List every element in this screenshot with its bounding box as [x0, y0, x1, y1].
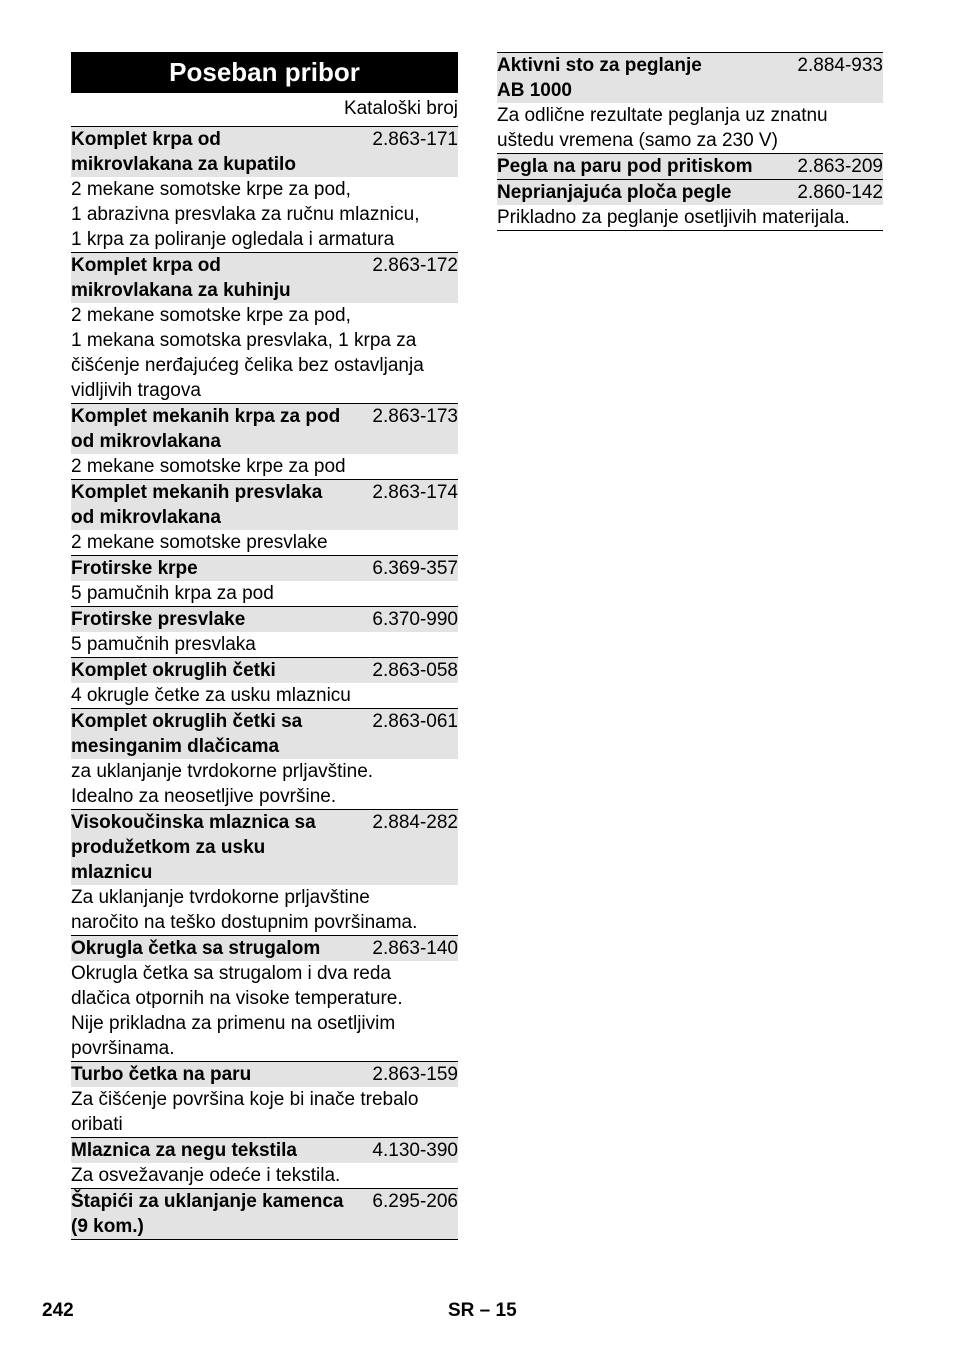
catalog-number: 2.860-142	[797, 182, 883, 203]
description-line: Za čišćenje površina koje bi inače trebalo	[71, 1089, 419, 1110]
catalog-number: 4.130-390	[372, 1140, 458, 1161]
accessory-name-line: Okrugla četka sa strugalom	[71, 938, 321, 959]
accessory-item	[71, 809, 458, 935]
accessory-header	[71, 1138, 458, 1163]
accessory-description	[71, 961, 458, 1061]
accessory-description	[71, 1087, 458, 1137]
accessory-header	[71, 253, 458, 303]
accessory-name-line: Komplet mekanih krpa za pod	[71, 406, 341, 427]
accessory-item	[71, 1137, 458, 1188]
accessory-header	[71, 480, 458, 530]
catalog-number: 2.863-058	[372, 660, 458, 681]
accessory-item	[71, 708, 458, 809]
accessory-item	[71, 1061, 458, 1137]
accessory-name	[71, 404, 372, 454]
accessory-name-line: Komplet krpa od	[71, 255, 221, 276]
accessory-header	[71, 404, 458, 454]
accessory-item	[71, 1188, 458, 1240]
accessory-name	[71, 709, 372, 759]
accessory-header	[497, 53, 883, 103]
description-line: Za uklanjanje tvrdokorne prljavštine	[71, 887, 370, 908]
accessory-item	[71, 935, 458, 1061]
accessory-name	[497, 180, 797, 205]
description-line: čišćenje nerđajućeg čelika bez ostavljanja	[71, 355, 424, 376]
accessory-name	[71, 607, 372, 632]
accessory-name-line: AB 1000	[497, 80, 572, 101]
accessory-name-line: Neprianjajuća ploča pegle	[497, 182, 732, 203]
description-line: 5 pamučnih krpa za pod	[71, 583, 274, 604]
description-line: 2 mekane somotske presvlake	[71, 532, 328, 553]
description-line: Za odlične rezultate peglanja uz znatnu	[497, 105, 828, 126]
catalog-number: 2.863-209	[797, 156, 883, 177]
accessory-item	[71, 252, 458, 403]
description-line: za uklanjanje tvrdokorne prljavštine.	[71, 761, 374, 782]
description-line: Za osvežavanje odeće i tekstila.	[71, 1165, 341, 1186]
description-line: Nije prikladna za primenu na osetljivim	[71, 1013, 396, 1034]
accessory-name-line: Komplet okruglih četki sa	[71, 711, 303, 732]
accessory-name	[71, 1138, 372, 1163]
accessory-header	[71, 936, 458, 961]
accessory-name-line: mesinganim dlačicama	[71, 736, 280, 757]
accessory-name-line: mikrovlakana za kupatilo	[71, 154, 296, 175]
accessory-description	[71, 885, 458, 935]
accessory-name	[71, 1189, 372, 1239]
accessory-header	[71, 810, 458, 885]
accessory-name	[71, 556, 372, 581]
accessory-name	[497, 53, 797, 103]
accessory-name	[71, 1062, 372, 1087]
accessory-description	[71, 759, 458, 809]
accessory-name	[497, 154, 797, 179]
accessory-header	[71, 658, 458, 683]
accessory-name-line: mlaznicu	[71, 862, 153, 883]
accessory-description	[71, 303, 458, 403]
accessory-header	[71, 556, 458, 581]
description-line: Prikladno za peglanje osetljivih materijala.	[497, 207, 850, 228]
accessory-description	[497, 103, 883, 153]
accessory-name	[71, 480, 372, 530]
description-line: površinama.	[71, 1038, 175, 1059]
description-line: vidljivih tragova	[71, 380, 201, 401]
description-line: uštedu vremena (samo za 230 V)	[497, 130, 778, 151]
accessory-header	[71, 607, 458, 632]
description-line: 1 abrazivna presvlaka za ručnu mlaznicu,	[71, 204, 420, 225]
accessory-name-line: Aktivni sto za peglanje	[497, 55, 702, 76]
accessory-name	[71, 127, 372, 177]
accessory-item	[497, 52, 883, 153]
accessory-item	[71, 126, 458, 252]
left-column	[71, 52, 458, 1240]
description-line: 2 mekane somotske krpe za pod	[71, 456, 346, 477]
catalog-number: 2.863-173	[372, 406, 458, 427]
accessory-item	[497, 179, 883, 231]
accessory-item	[71, 657, 458, 708]
catalog-number: 2.863-159	[372, 1064, 458, 1085]
description-line: 2 mekane somotske krpe za pod,	[71, 179, 351, 200]
catalog-number: 6.369-357	[372, 558, 458, 579]
accessory-name	[71, 253, 372, 303]
catalog-number: 2.863-061	[372, 711, 458, 732]
accessory-name-line: Frotirske presvlake	[71, 609, 246, 630]
accessory-header	[71, 127, 458, 177]
accessory-description	[497, 205, 883, 230]
accessory-name-line: Mlaznica za negu tekstila	[71, 1140, 297, 1161]
catalog-number: 6.295-206	[372, 1191, 458, 1212]
accessory-list-left	[71, 126, 458, 1240]
accessory-header	[497, 154, 883, 179]
description-line: oribati	[71, 1114, 123, 1135]
description-line: Idealno za neosetljive površine.	[71, 786, 337, 807]
accessory-name-line: mikrovlakana za kuhinju	[71, 280, 291, 301]
accessory-name-line: Visokoučinska mlaznica sa	[71, 812, 316, 833]
description-line: 1 mekana somotska presvlaka, 1 krpa za	[71, 330, 417, 351]
description-line: dlačica otpornih na visoke temperature.	[71, 988, 403, 1009]
accessory-name-line: Frotirske krpe	[71, 558, 198, 579]
accessory-header	[71, 1062, 458, 1087]
accessory-name	[71, 810, 372, 885]
description-line: 1 krpa za poliranje ogledala i armatura	[71, 229, 395, 250]
catalog-number: 2.884-282	[372, 812, 458, 833]
description-line: Okrugla četka sa strugalom i dva reda	[71, 963, 391, 984]
accessory-description	[71, 632, 458, 657]
catalog-number: 2.884-933	[797, 55, 883, 76]
accessory-description	[71, 1163, 458, 1188]
accessory-description	[71, 454, 458, 479]
accessory-name-line: od mikrovlakana	[71, 431, 221, 452]
accessory-name-line: Pegla na paru pod pritiskom	[497, 156, 753, 177]
accessory-item	[71, 479, 458, 555]
accessory-item	[71, 555, 458, 606]
accessory-header	[71, 1189, 458, 1239]
right-column	[497, 52, 883, 231]
accessory-description	[71, 581, 458, 606]
catalog-number: 2.863-140	[372, 938, 458, 959]
accessory-header	[71, 709, 458, 759]
accessory-list-right	[497, 52, 883, 231]
accessory-name-line: produžetkom za usku	[71, 837, 266, 858]
accessory-name	[71, 936, 372, 961]
accessory-description	[71, 683, 458, 708]
catalog-number: 2.863-171	[372, 129, 458, 150]
accessory-description	[71, 530, 458, 555]
accessory-name-line: Štapići za uklanjanje kamenca	[71, 1191, 344, 1212]
catalog-number: 2.863-174	[372, 482, 458, 503]
accessory-description	[71, 177, 458, 252]
description-line: 4 okrugle četke za usku mlaznicu	[71, 685, 351, 706]
page-number: 242	[42, 1300, 74, 1321]
accessory-name-line: Komplet okruglih četki	[71, 660, 276, 681]
accessory-item	[71, 403, 458, 479]
accessory-name-line: Turbo četka na paru	[71, 1064, 252, 1085]
catalog-number: 6.370-990	[372, 609, 458, 630]
accessory-name-line: Komplet mekanih presvlaka	[71, 482, 323, 503]
section-title: Poseban pribor	[71, 52, 458, 93]
description-line: naročito na teško dostupnim površinama.	[71, 912, 418, 933]
accessory-item	[497, 153, 883, 179]
description-line: 2 mekane somotske krpe za pod,	[71, 305, 351, 326]
accessory-name	[71, 658, 372, 683]
accessory-name-line: od mikrovlakana	[71, 507, 221, 528]
accessory-header	[497, 180, 883, 205]
catalog-number: 2.863-172	[372, 255, 458, 276]
page-label: SR – 15	[448, 1300, 517, 1321]
description-line: 5 pamučnih presvlaka	[71, 634, 256, 655]
accessory-item	[71, 606, 458, 657]
accessory-name-line: (9 kom.)	[71, 1216, 144, 1237]
accessory-name-line: Komplet krpa od	[71, 129, 221, 150]
catalog-number-label: Kataloški broj	[343, 98, 458, 119]
